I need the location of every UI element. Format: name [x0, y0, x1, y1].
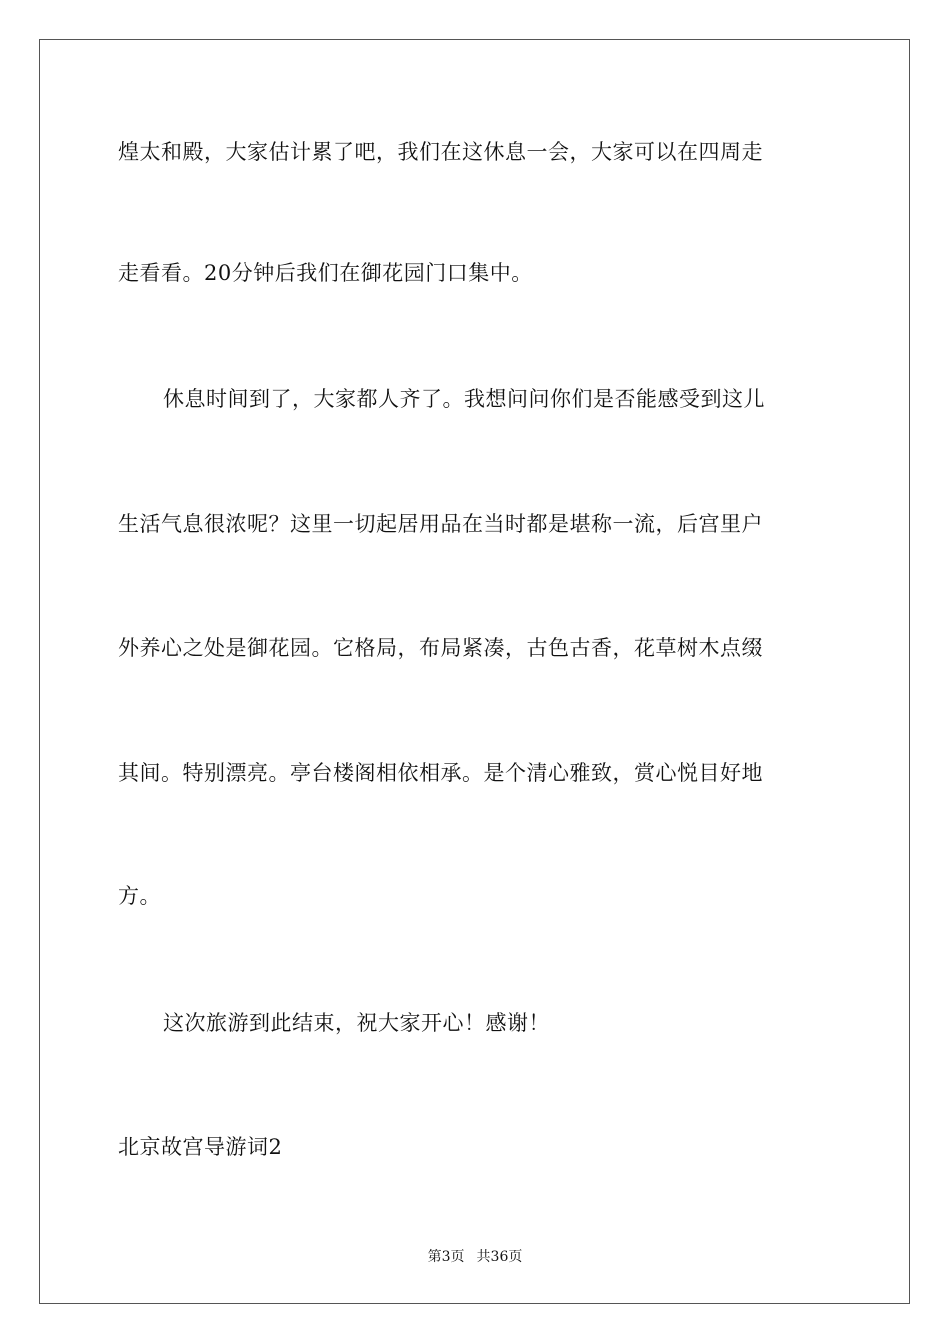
- body-line-7: 方。: [118, 884, 161, 908]
- page-number: 第3页: [427, 1249, 465, 1265]
- body-line-5: 外养心之处是御花园。它格局，布局紧凑，古色古香，花草树木点缀: [118, 636, 763, 660]
- body-line-2: 走看看。20分钟后我们在御花园门口集中。: [118, 261, 533, 285]
- page-frame: [39, 39, 910, 1304]
- section-title: 北京故宫导游词2: [118, 1135, 283, 1159]
- body-line-3: 休息时间到了，大家都人齐了。我想问问你们是否能感受到这儿: [163, 387, 765, 411]
- body-line-1: 煌太和殿，大家估计累了吧，我们在这休息一会，大家可以在四周走: [118, 140, 763, 164]
- body-line-6: 其间。特别漂亮。亭台楼阁相依相承。是个清心雅致，赏心悦目好地: [118, 761, 763, 785]
- body-line-8: 这次旅游到此结束，祝大家开心！感谢！: [163, 1011, 550, 1035]
- page-footer: [0, 1247, 950, 1267]
- body-line-4: 生活气息很浓呢？这里一切起居用品在当时都是堪称一流，后宫里户: [118, 512, 763, 536]
- page-total: 共36页: [476, 1249, 523, 1265]
